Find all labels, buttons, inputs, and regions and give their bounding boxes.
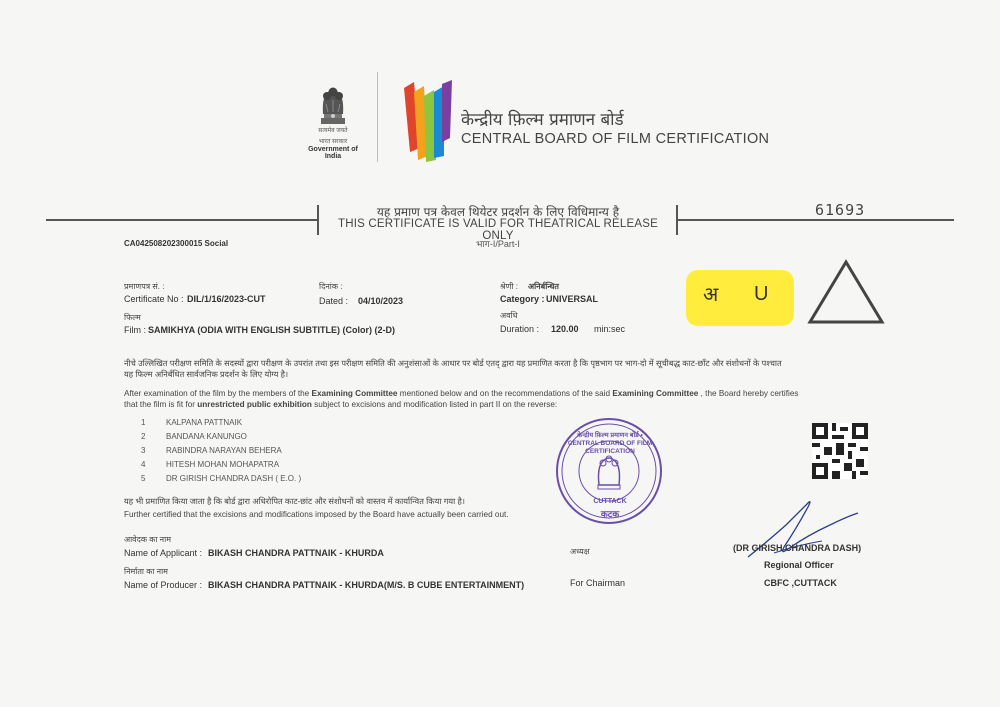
- government-emblem: [300, 82, 366, 160]
- seal-city-english: CUTTACK: [593, 498, 627, 505]
- date-label: Dated :: [319, 296, 349, 306]
- cert-no-label: Certificate No :: [124, 294, 184, 304]
- applicant-label: Name of Applicant :: [124, 548, 203, 558]
- committee-member: KALPANA PATTNAIK: [166, 418, 243, 427]
- board-name-english: CENTRAL BOARD OF FILM CERTIFICATION: [461, 131, 770, 147]
- list-item-number: 5: [141, 474, 146, 483]
- duration-label-hindi: अवधि: [500, 311, 518, 320]
- list-item-number: 2: [141, 432, 146, 441]
- producer-value: BIKASH CHANDRA PATTNAIK - KHURDA(M/S. B CUBE ENTERTAINMENT): [208, 580, 525, 590]
- left-bracket: [317, 205, 319, 235]
- rating-english: U: [754, 283, 769, 305]
- film-title: SAMIKHYA (ODIA WITH ENGLISH SUBTITLE) (Color) (2-D): [148, 325, 395, 335]
- cert-no-value: DIL/1/16/2023-CUT: [187, 294, 266, 304]
- applicant-label-hindi: आवेदक का नाम: [124, 535, 171, 544]
- category-value-hindi: अनिर्बन्धित: [528, 282, 559, 291]
- film-label: Film :: [124, 325, 146, 335]
- triangle-icon: [806, 258, 886, 326]
- duration-unit: min:sec: [594, 324, 626, 334]
- applicant-value: BIKASH CHANDRA PATTNAIK - KHURDA: [208, 548, 384, 558]
- committee-member: RABINDRA NARAYAN BEHERA: [166, 446, 282, 455]
- signature-icon: [738, 495, 868, 565]
- further-certified-hindi: यह भी प्रमाणित किया जाता है कि बोर्ड द्वारा अधिरोपित काट-छांट और संशोधनों को वास्तव में कार्यान्वित किया गया है।: [124, 497, 465, 506]
- category-label-hindi: श्रेणी :: [500, 282, 518, 291]
- duration-value: 120.00: [551, 324, 579, 334]
- seal-ring-text: केन्द्रीय फ़िल्म प्रमाणन बोर्ड • CENTRAL BOARD OF FILM CERTIFICATION: [567, 432, 653, 455]
- left-rule: [46, 219, 317, 221]
- board-name-hindi: केन्द्रीय फ़िल्म प्रमाणन बोर्ड: [461, 110, 624, 130]
- part-label: भाग-I/Part-I: [476, 239, 520, 249]
- duration-label: Duration :: [500, 324, 540, 334]
- officer-name: (DR GIRISH CHANDRA DASH): [733, 543, 862, 553]
- header-divider: [377, 72, 378, 162]
- committee-member: HITESH MOHAN MOHAPATRA: [166, 460, 280, 469]
- certification-para-english: After examination of the film by the members of the Examining Committee mentioned below and on the recommendations of the said Examining Committee , the Board hereby certifies that the film is fit for unrestricted public exhibition subject to excisions and modification listed in part II on the reverse:: [124, 389, 799, 409]
- serial-number: 61693: [815, 201, 866, 219]
- qr-code-icon[interactable]: [812, 423, 868, 479]
- list-item-number: 4: [141, 460, 146, 469]
- emblem-english: Government of India: [308, 146, 358, 160]
- chairman-label: For Chairman: [570, 578, 626, 588]
- validity-english: THIS CERTIFICATE IS VALID FOR THEATRICAL RELEASE ONLY: [338, 218, 658, 242]
- category-value: UNIVERSAL: [546, 294, 599, 304]
- reference-id: CA042508202300015 Social: [124, 239, 229, 248]
- seal-city-hindi: कटक: [600, 509, 620, 519]
- officer-office: CBFC ,CUTTACK: [764, 578, 837, 588]
- further-certified-english: Further certified that the excisions and modifications imposed by the Board have actually been carried out.: [124, 510, 509, 519]
- cbfc-logo-icon: [400, 78, 456, 164]
- committee-member: DR GIRISH CHANDRA DASH ( E.O. ): [166, 474, 302, 483]
- emblem-motto: सत्यमेव जयते: [318, 128, 348, 134]
- officer-title: Regional Officer: [764, 560, 834, 570]
- date-value: 04/10/2023: [358, 296, 404, 306]
- cert-no-label-hindi: प्रमाणपत्र सं. :: [124, 282, 165, 291]
- emblem-hindi: भारत सरकार: [318, 139, 348, 145]
- producer-label: Name of Producer :: [124, 580, 203, 590]
- list-item-number: 3: [141, 446, 146, 455]
- chairman-label-hindi: अध्यक्ष: [570, 547, 590, 556]
- right-rule: [678, 219, 954, 221]
- certification-para-hindi: नीचे उल्लिखित परीक्षण समिति के सदस्यों द्वारा परीक्षण के उपरांत तथा इस परीक्षण समिति की अनुशंसाओं के आधार पर बोर्ड एतद् द्वारा यह प्रमाणित करता है कि पृष्ठभाग पर भाग-दो में सूचीबद्ध काट-छाँट और संशोधनों के पश्चात यह फिल्म अनिर्बंधित सार्वजनिक प्रदर्शन के लिए योग्य है।: [124, 359, 782, 379]
- ashoka-emblem-icon: [316, 82, 350, 128]
- rating-hindi: अ: [703, 282, 719, 306]
- category-label: Category :: [500, 294, 545, 304]
- validity-hindi: यह प्रमाण पत्र केवल थियेटर प्रदर्शन के लिए विधिमान्य है: [376, 205, 620, 219]
- list-item-number: 1: [141, 418, 146, 427]
- film-label-hindi: फिल्म: [124, 313, 141, 322]
- producer-label-hindi: निर्माता का नाम: [124, 567, 168, 576]
- date-label-hindi: दिनांक :: [319, 282, 343, 291]
- committee-member: BANDANA KANUNGO: [166, 432, 247, 441]
